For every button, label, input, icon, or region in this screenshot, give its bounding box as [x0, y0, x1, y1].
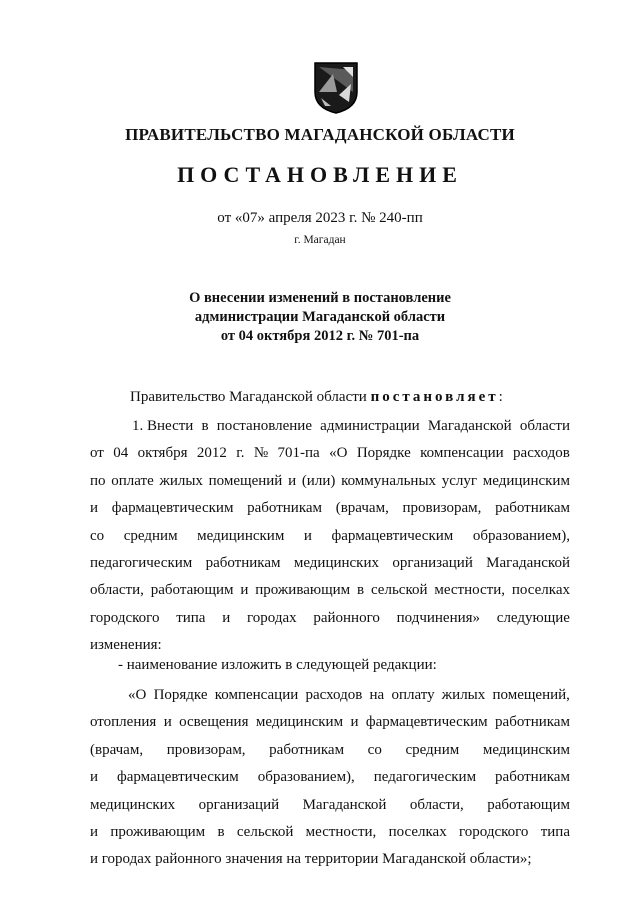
word: со: [367, 741, 382, 758]
word: работникам: [247, 500, 323, 517]
word: в: [357, 582, 365, 599]
word: работникам: [495, 714, 570, 731]
coat-of-arms-emblem-icon: [313, 62, 359, 114]
word: медицинским: [197, 527, 285, 544]
word: провизорам,: [166, 741, 246, 758]
word: образованием),: [472, 527, 570, 544]
word: компенсации: [214, 687, 299, 703]
word: местности,: [434, 582, 506, 599]
paragraph-line: и городах районного значения на территории Магаданской области»;: [90, 851, 532, 868]
word: со: [90, 527, 105, 544]
subject-line: от 04 октября 2012 г. № 701-па: [220, 328, 420, 344]
word: городского: [90, 609, 160, 626]
paragraph-3: [90, 682, 570, 874]
word: Магаданской: [302, 796, 387, 813]
word: работающим: [150, 582, 234, 599]
word: (врачам,: [90, 741, 144, 758]
word: работающим: [487, 796, 570, 813]
paragraph-line: [90, 495, 570, 522]
paragraph-line: [90, 523, 570, 550]
word: октября: [137, 445, 188, 462]
word: коммунальных: [341, 472, 437, 489]
resolution-date-number: от «07» апреля 2023 г. № 240-пп: [217, 210, 423, 226]
paragraph-line: - наименование изложить в следующей редакции:: [118, 657, 437, 673]
word: помещений,: [492, 687, 570, 703]
word: проживающим: [255, 582, 351, 599]
word: городского: [458, 823, 529, 840]
word: образованием),: [257, 769, 355, 786]
word: жилых: [441, 687, 486, 703]
word: местности,: [305, 823, 377, 840]
resolution-subject: [0, 289, 640, 346]
word: (врачам,: [335, 500, 389, 517]
word: проживающим: [110, 823, 206, 840]
word: по: [90, 472, 106, 489]
word: помещений: [208, 472, 283, 489]
paragraph-line: [90, 709, 570, 736]
word: медицинских: [293, 554, 379, 571]
word: г.: [236, 445, 245, 462]
word: №: [253, 445, 269, 462]
word: компенсации: [420, 445, 504, 462]
word: «О: [329, 445, 348, 462]
preamble: [90, 384, 570, 411]
word: 2012: [196, 445, 227, 462]
word: расходов: [305, 687, 363, 703]
issuing-city: г. Магадан: [294, 234, 346, 246]
document-type-title: ПОСТАНОВЛЕНИЕ: [177, 162, 463, 187]
word: и: [303, 527, 312, 544]
word: и: [90, 500, 99, 517]
paragraph-1: [90, 413, 570, 660]
word: и: [90, 823, 99, 840]
word: типа: [176, 609, 206, 626]
word: подчинения»: [396, 609, 481, 626]
government-name: ПРАВИТЕЛЬСТВО МАГАДАНСКОЙ ОБЛАСТИ: [125, 125, 515, 144]
paragraph-line: [90, 468, 570, 495]
word: районного: [313, 609, 380, 626]
word: 701-па: [277, 445, 320, 462]
preamble-colon: :: [498, 389, 503, 405]
word: Порядке: [356, 445, 411, 462]
subject-line: администрации Магаданской области: [194, 309, 446, 325]
word: городах: [246, 609, 297, 626]
word: провизорам,: [402, 500, 482, 517]
paragraph-line: [90, 792, 570, 819]
word: педагогическим: [90, 554, 193, 571]
word: работникам: [495, 500, 570, 517]
paragraph-line: [90, 819, 570, 846]
word: оплате: [111, 472, 154, 489]
word: расходов: [513, 445, 570, 462]
word: Порядке: [153, 687, 208, 703]
word: в: [217, 823, 225, 840]
word: отопления: [90, 714, 157, 731]
word: «О: [128, 687, 147, 703]
word: и: [222, 609, 231, 626]
word: работникам: [205, 554, 281, 571]
subject-line: О внесении изменений в постановление: [189, 290, 451, 306]
word: фармацевтическим: [117, 769, 239, 786]
word: медицинским: [255, 714, 344, 731]
word: медицинским: [482, 472, 570, 489]
word: области: [519, 418, 570, 434]
word: (или): [301, 472, 336, 489]
word: и: [163, 714, 172, 731]
word: в: [201, 418, 209, 434]
paragraph-line: [90, 737, 570, 764]
word: медицинским: [482, 741, 570, 758]
word: оплату: [391, 687, 435, 703]
word: медицинских: [90, 796, 176, 813]
word: средним: [123, 527, 178, 544]
paragraph-line: [90, 550, 570, 577]
word: фармацевтическим: [365, 714, 488, 731]
preamble-text: Правительство Магаданской области: [130, 389, 367, 405]
word: и: [350, 714, 359, 731]
paragraph-2: [90, 652, 570, 679]
paragraph-line: [90, 682, 570, 709]
word: и: [90, 769, 99, 786]
paragraph-line: [90, 577, 570, 604]
word: 1. Внести: [132, 418, 194, 434]
word: постановление: [216, 418, 312, 434]
word: сельской: [370, 582, 428, 599]
word: освещения: [179, 714, 249, 731]
word: типа: [540, 823, 570, 840]
word: Магаданской: [486, 554, 570, 571]
paragraph-line: [90, 605, 570, 632]
word: работникам: [269, 741, 345, 758]
word: администрации: [320, 418, 420, 434]
word: и: [288, 472, 297, 489]
word: сельской: [236, 823, 294, 840]
word: жилых: [159, 472, 203, 489]
paragraph-line: изменения:: [90, 637, 162, 654]
word: поселках: [511, 582, 570, 599]
word: на: [369, 687, 385, 703]
word: области,: [409, 796, 464, 813]
word: 04: [113, 445, 129, 462]
paragraph-line: [90, 764, 570, 791]
paragraph-line: [90, 440, 570, 467]
word: организаций: [198, 796, 280, 813]
word: услуг: [441, 472, 478, 489]
word: Магаданской: [427, 418, 512, 434]
word: фармацевтическим: [331, 527, 454, 544]
word: организаций: [392, 554, 473, 571]
word: области,: [90, 582, 144, 599]
word: и: [240, 582, 249, 599]
paragraph-line: [90, 413, 570, 440]
word: фармацевтическим: [111, 500, 234, 517]
word: от: [90, 445, 104, 462]
word: поселках: [388, 823, 447, 840]
preamble-line: [90, 384, 570, 411]
word: следующие: [496, 609, 570, 626]
preamble-verb: постановляет: [370, 389, 499, 405]
word: педагогическим: [373, 769, 477, 786]
word: средним: [405, 741, 460, 758]
word: работникам: [495, 769, 570, 786]
